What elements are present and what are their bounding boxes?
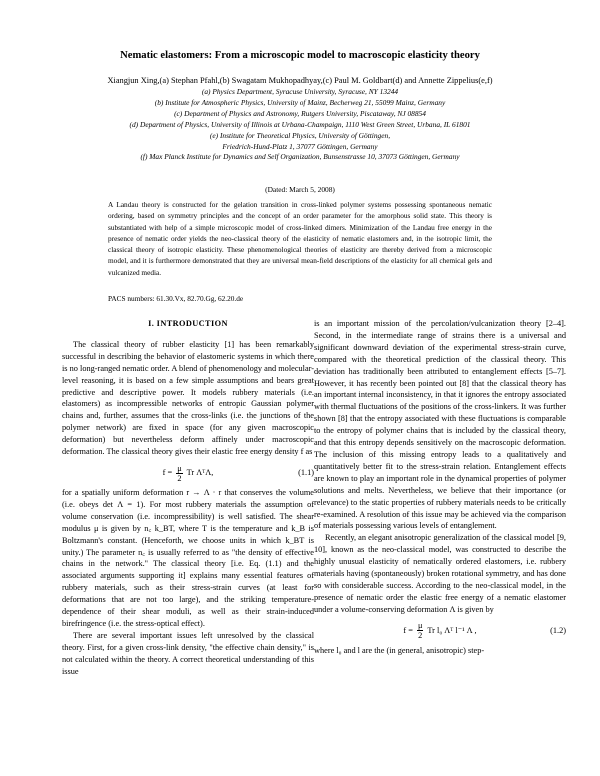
equation-1-1 <box>62 461 314 485</box>
affiliation: (d) Department of Physics, University of Illinois at Urbana-Champaign, 1110 West Green Street, Urbana, IL 61801 <box>129 119 471 129</box>
paragraph: The classical theory of rubber elasticity [1] has been remarkably successful in describing the behavior of elastomeric systems in which there is no long-ranged nematic order. A blend of phenomenology and molecular-level reasoning, it is based on a few simple assumptions and bears great predictive and descriptive power. It models rubbery materials (i.e. elastomers) as incompressible networks of entropic Gaussian polymer chains and, further, assumes that the cross-links (i.e. the junctions of the polymer network) are fixed in space (for any given macroscopic deformation) but nevertheless deform affinely under macroscopic deformation. The classical theory gives their elastic free energy density f as <box>62 339 314 457</box>
affiliation: (e) Institute for Theoretical Physics, University of Göttingen, <box>209 130 391 140</box>
paragraph: is an important mission of the percolation/vulcanization theory [2–4]. Second, in the intermediate range of strains there is a universal and significant downward deviation of the experimental stress-strain curve, compared with the theoretical prediction of the classical theory. This deviation has traditionally been attributed to entanglement effects [5–7]. However, it has recently been pointed out [8] that the classical theory has an important internal inconsistency, in that it ignores the entropy associated with thermal fluctuations of the positions of the cross-linkers. It was further shown [8] that the entropy associated with these fluctuations is comparable to the entropy of polymer chains that is included by the classical theory, and that this entropy depends sensitively on the macroscopic deformation. The inclusion of this missing entropy leads to a qualitatively and quantitatively better fit to the stress-strain relation. Entanglement effects are known to play an important role in the dynamical properties of polymer solutions and melts. Nevertheless, we believe that their importance (or relevance) to the static properties of rubbery materials needs to be critically re-examined. A resolution of this issue may be achieved via the comparison of materials possessing various levels of entanglement. <box>314 319 566 531</box>
equation-lhs: f = <box>403 625 413 635</box>
paper-title: Nematic elastomers: From a microscopic model to macroscopic elasticity theory <box>120 50 480 61</box>
paragraph: for a spatially uniform deformation r → Λ · r that conserves the volume (i.e. obeys det Λ = 1). For most rubbery materials the assumption of volume conservation (i.e. incompressibility) is well satisfied. The shear modulus μ is given by n꜀ k_BT, where T is the temperature and k_B is Boltzmann's constant. (Henceforth, we choose units in which k_BT is unity.) The parameter n꜀ is usually referred to as "the density of effective chains in the network." The classical theory [i.e. Eq. (1.1) and the associated arguments supporting it] explains many essential features of rubbery materials, such as their stress-strain curves (at least for deformations that are not too large), and the striking temperature-dependence of their shear moduli, as well as their strain-induced birefringence (i.e. the stress-optical effect). <box>62 487 314 628</box>
equation-fraction <box>417 621 423 640</box>
fraction-numerator: μ <box>177 463 182 473</box>
pacs-numbers: PACS numbers: 61.30.Vx, 82.70.Gg, 62.20.de <box>108 294 244 303</box>
equation-number: (1.1) <box>298 467 314 477</box>
affiliation: (f) Max Planck Institute for Dynamics and Self Organization, Bunsenstrasse 10, 37073 Göttingen, Germany <box>140 152 460 162</box>
equation-rhs: Tr ΛᵀΛ, <box>186 467 214 477</box>
affiliation: (b) Institute for Atmospheric Physics, University of Mainz, Becherweg 21, 55099 Mainz, Germany <box>154 97 446 107</box>
section-heading: I. INTRODUCTION <box>148 319 228 328</box>
affiliation-list <box>0 87 600 163</box>
date-line: (Dated: March 5, 2008) <box>265 185 335 194</box>
affiliation: (c) Department of Physics and Astronomy, Rutgers University, Piscataway, NJ 08854 <box>174 108 426 118</box>
equation-lhs: f = <box>162 467 173 477</box>
paragraph: Recently, an elegant anisotropic generalization of the classical model [9, 10], known as the neo-classical model, was constructed to describe the highly unusual elasticity of nematically ordered elastomers, i.e. rubbery materials having (spontaneously) broken rotational symmetry, and has done so with considerable success. According to the neo-classical model, in the presence of nematic order the elastic free energy of a nematic elastomer under a volume-conserving deformation Λ is given by <box>314 533 566 614</box>
equation-fraction <box>176 464 182 483</box>
fraction-denominator: 2 <box>177 473 182 483</box>
affiliation: Friedrich-Hund-Platz 1, 37077 Göttingen, Germany <box>222 141 378 151</box>
equation-1-2 <box>314 619 566 643</box>
fraction-numerator: μ <box>418 621 423 631</box>
author-list: Xiangjun Xing,(a) Stephan Pfahl,(b) Swagatam Mukhopadhyay,(c) Paul M. Goldbart(d) and Annette Zippelius(e,f) <box>107 76 493 85</box>
paragraph: There are several important issues left unresolved by the classical theory. First, for a given cross-link density, "the effective chain density," is not calculated within the theory. A correct theoretical understanding of this issue <box>62 630 314 676</box>
fraction-denominator: 2 <box>418 631 423 641</box>
affiliation: (a) Physics Department, Syracuse University, Syracuse, NY 13244 <box>201 87 399 96</box>
abstract: A Landau theory is constructed for the gelation transition in cross-linked polymer systems possessing spontaneous nematic ordering, based on symmetry principles and the concept of an order parameter for the amorphous solid state. This theory is substantiated with help of a simple microscopic model of cross-linked dimers. Minimization of the Landau free energy in the presence of nematic order yields the neo-classical theory of the elasticity of nematic elastomers and, in the isotropic limit, the classical theory of isotropic elasticity. These phenomenological theories of elasticity are thereby derived from a microscopic model, and it is furthermore demonstrated that they are universal mean-field descriptions of the elasticity for all chemical gels and vulcanized media. <box>108 200 492 277</box>
left-column <box>62 318 314 677</box>
equation-number: (1.2) <box>550 625 566 635</box>
paragraph: where l₀ and l are the (in general, anisotropic) step- <box>314 645 485 655</box>
right-column <box>314 318 566 657</box>
equation-rhs: Tr l₀ Λᵀ l⁻¹ Λ , <box>427 625 477 635</box>
